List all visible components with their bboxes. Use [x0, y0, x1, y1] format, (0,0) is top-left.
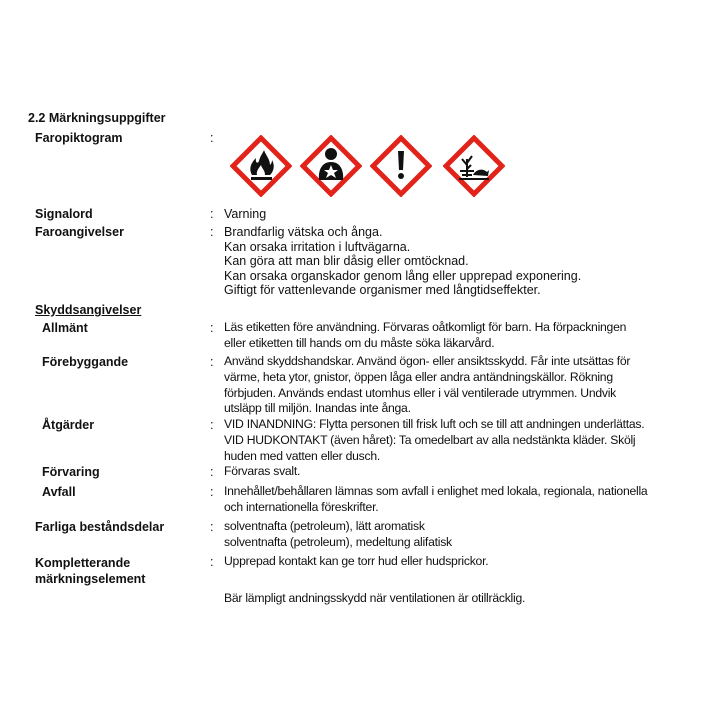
colon: : — [210, 355, 214, 369]
label-line: Kompletterande — [35, 556, 131, 570]
supplemental-label — [35, 555, 145, 587]
colon: : — [210, 418, 214, 432]
storage-text — [224, 464, 300, 480]
supplemental-extra: Bär lämpligt andningsskydd när ventilationen är otillräcklig. — [224, 591, 526, 605]
general-text — [224, 320, 626, 352]
text-line: solventnafta (petroleum), medeltung alifatisk — [224, 534, 452, 549]
colon: : — [210, 485, 214, 499]
response-text — [224, 417, 644, 464]
signal-word-value: Varning — [224, 207, 267, 221]
text-line: utsläpp till miljön. Inandas inte ånga. — [224, 401, 411, 416]
disposal-label: Avfall — [42, 485, 76, 499]
text-line: Innehållet/behållaren lämnas som avfall i enlighet med lokala, regionala, nationella — [224, 484, 648, 498]
text-line: Förvaras svalt. — [224, 464, 301, 478]
precautionary-heading: Skyddsangivelser — [35, 303, 142, 317]
text-line: förbjuden. Används endast utomhus eller i väl ventilerade utrymmen. Undvik — [224, 385, 617, 400]
hazard-line: Kan orsaka organskador genom lång eller upprepad exponering. — [224, 268, 582, 283]
text-line: Använd skyddshandskar. Använd ögon- eller ansiktsskydd. Får inte utsättas för — [224, 354, 631, 368]
hazardous-components-label: Farliga beståndsdelar — [35, 520, 165, 534]
supplemental-text — [224, 554, 488, 570]
text-line: VID HUDKONTAKT (även håret): Ta omedelbart av alla nedstänkta kläder. Skölj — [224, 432, 636, 447]
exclamation-icon — [370, 135, 432, 197]
text-line: Läs etiketten före användning. Förvaras oåtkomligt för barn. Ha förpackningen — [224, 320, 627, 334]
text-line: Upprepad kontakt kan ge torr hud eller hudsprickor. — [224, 554, 489, 568]
disposal-text — [224, 484, 647, 516]
colon: : — [210, 207, 214, 221]
label-line: märkningselement — [35, 572, 146, 586]
hazard-line: Kan göra att man blir dåsig eller omtöcknad. — [224, 254, 469, 269]
colon: : — [210, 520, 214, 534]
colon: : — [210, 465, 214, 479]
signal-word-label: Signalord — [35, 207, 93, 221]
hazard-line: Kan orsaka irritation i luftvägarna. — [224, 239, 411, 254]
colon: : — [210, 131, 214, 145]
colon: : — [210, 225, 214, 239]
hazard-statements — [224, 225, 581, 298]
storage-label: Förvaring — [42, 465, 100, 479]
hazard-line: Giftigt för vattenlevande organismer med långtidseffekter. — [224, 283, 541, 298]
hazard-statements-label: Faroangivelser — [35, 225, 124, 239]
general-label: Allmänt — [42, 321, 88, 335]
text-line: VID INANDNING: Flytta personen till frisk luft och se till att andningen underlättas. — [224, 417, 645, 431]
environment-icon — [443, 135, 505, 197]
section-title: 2.2 Märkningsuppgifter — [28, 111, 166, 125]
text-line: solventnafta (petroleum), lätt aromatisk — [224, 519, 425, 533]
flammable-icon — [230, 135, 292, 197]
pictogram-label: Faropiktogram — [35, 131, 123, 145]
prevention-label: Förebyggande — [42, 355, 129, 369]
colon: : — [210, 555, 214, 569]
hazardous-components-text — [224, 519, 452, 551]
response-label: Åtgärder — [42, 418, 95, 432]
text-line: värme, heta ytor, gnistor, öppen låga eller andra antändningskällor. Rökning — [224, 369, 613, 384]
hazard-line: Brandfarlig vätska och ånga. — [224, 225, 383, 239]
text-line: eller etiketten till hands om du måste söka läkarvård. — [224, 335, 495, 350]
text-line: huden med vatten eller dusch. — [224, 448, 381, 463]
colon: : — [210, 321, 214, 335]
prevention-text — [224, 354, 630, 417]
health-hazard-icon — [300, 135, 362, 197]
text-line: och internationella föreskrifter. — [224, 499, 379, 514]
